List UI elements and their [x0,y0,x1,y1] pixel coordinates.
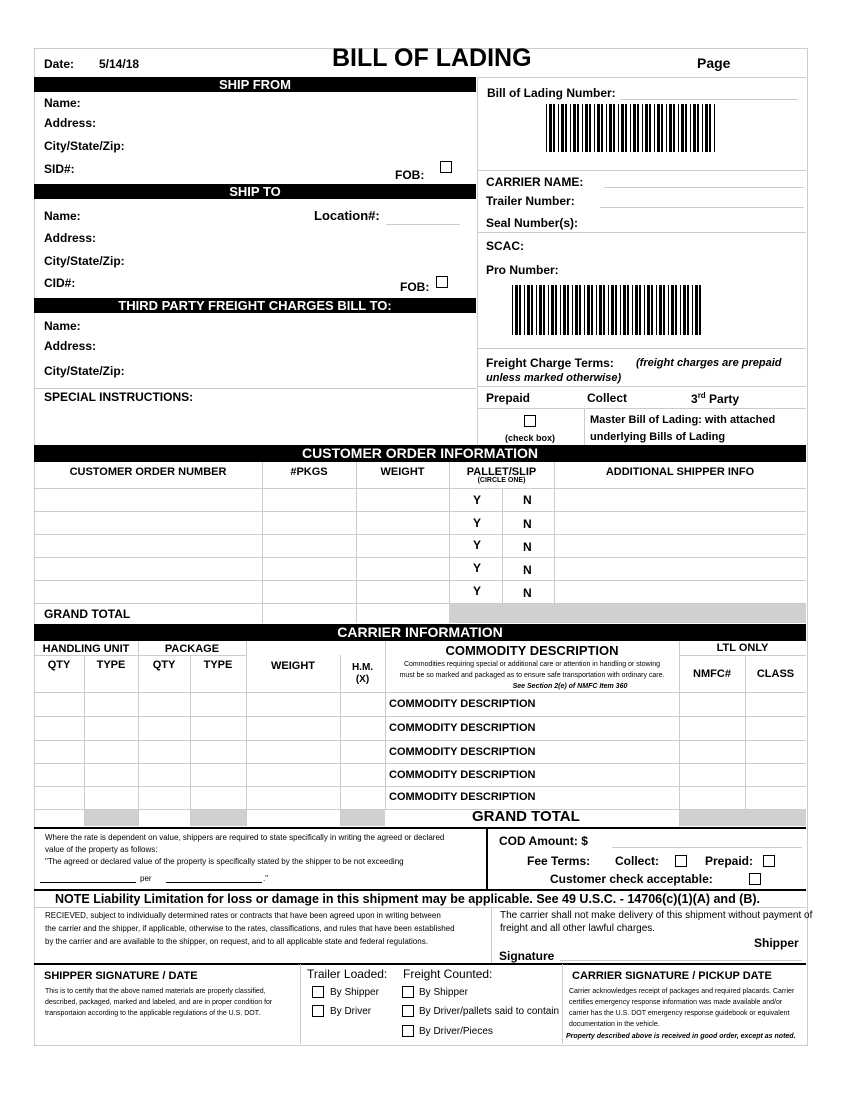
ship-from-fob-label: FOB: [395,168,425,182]
barcode-bar [693,104,696,152]
shaded-cell [85,810,138,826]
bol-underline [620,99,798,100]
customer-order-bar: CUSTOMER ORDER INFORMATION [34,445,806,462]
shaded-cell [191,810,246,826]
freight-terms-note-1: (freight charges are prepaid [636,357,782,369]
barcode-bar [587,285,590,335]
grand-total-shaded [449,604,806,623]
package-header: PACKAGE [164,643,220,655]
page-label: Page [697,55,731,71]
carrier-cert-4: documentation in the vehicle. [569,1021,660,1028]
barcode-bar [692,285,693,335]
barcode-bar [642,104,643,152]
col-customer-order-number: CUSTOMER ORDER NUMBER [69,466,227,478]
barcode-bar [647,285,650,335]
third-party-csz-label: City/State/Zip: [44,364,125,378]
barcode-bar [690,104,691,152]
barcode-bar [596,285,597,335]
received-text-1: RECIEVED, subject to individually determined rates or contracts that have been agreed upon in writing between [45,911,441,920]
barcode-bar [570,104,571,152]
barcode-bar [656,285,657,335]
col-additional-info: ADDITIONAL SHIPPER INFO [605,466,755,478]
hu-type-header: TYPE [96,659,126,671]
divider [477,232,806,233]
fee-prepaid-checkbox[interactable] [763,855,775,867]
loaded-by-driver-label: By Driver [330,1006,372,1017]
third-party-word: Party [705,392,740,406]
barcode-bar [618,104,619,152]
barcode-bar [615,285,617,335]
barcode-bar [599,285,602,335]
commodity-note-1: Commodities requiring special or additional care or attention in handling or stowing [403,661,661,668]
barcode-bar [546,104,547,152]
barcode-bar [548,285,549,335]
divider [477,408,806,409]
date-label: Date: [44,57,75,71]
barcode-bar [515,285,518,335]
third-party-option[interactable] [691,391,739,406]
pkg-qty-header: QTY [152,659,176,671]
pallet-y[interactable]: Y [473,493,482,507]
pallet-y[interactable]: Y [473,538,482,552]
divider [34,692,806,693]
divider [34,655,246,656]
slip-n[interactable]: N [523,563,532,577]
divider [477,386,806,387]
carrier-name-label: CARRIER NAME: [486,175,584,189]
barcode-bar [705,104,708,152]
barcode-bar [633,104,636,152]
divider [34,907,806,908]
value-unit-line[interactable] [166,882,262,883]
master-bol-label-1: Master Bill of Lading: with attached [590,414,776,426]
barcode-bar [579,285,581,335]
barcode-bar [561,104,564,152]
carrier-signature-title: CARRIER SIGNATURE / PICKUP DATE [572,970,772,982]
shipper-cert-1: This is to certify that the above named materials are properly classified, [45,988,266,995]
barcode-bar [669,104,672,152]
carrier-weight-header: WEIGHT [271,660,315,672]
ship-from-fob-checkbox[interactable] [440,161,452,173]
seal-number-label: Seal Number(s): [486,216,579,230]
col-pkgs: #PKGS [290,466,328,478]
barcode-bar [567,285,569,335]
barcode-bar [613,104,615,152]
barcode-bar [584,285,585,335]
barcode-bar [565,104,567,152]
shipper-cert-3: transportaion according to the applicable regulations of the U.S. DOT. [45,1010,261,1017]
carrier-info-bar: CARRIER INFORMATION [34,624,806,641]
divider [502,488,503,603]
master-bol-label-2: underlying Bills of Lading [590,431,726,443]
ship-to-fob-checkbox[interactable] [436,276,448,288]
third-party-address-label: Address: [44,339,97,353]
ship-to-address-label: Address: [44,231,97,245]
date-value: 5/14/18 [99,57,140,71]
master-bol-checkbox[interactable] [524,415,536,427]
barcode-bar [608,285,609,335]
barcode-bar [666,104,667,152]
barcode-bar [697,104,699,152]
col-weight: WEIGHT [380,466,425,478]
barcode-bar [543,285,545,335]
commodity-row-1: COMMODITY DESCRIPTION [389,698,536,710]
barcode-bar [606,104,607,152]
barcode-bar [577,104,579,152]
barcode-bar [709,104,711,152]
barcode-bar [555,285,557,335]
pro-barcode-icon [512,285,702,335]
barcode-bar [563,285,566,335]
barcode-bar [661,104,663,152]
trailer-loaded-title: Trailer Loaded: [307,967,388,981]
counted-by-driver-pallets-checkbox[interactable] [402,1005,414,1017]
handling-unit-header: HANDLING UNIT [42,643,130,655]
section-rule [486,828,488,889]
pallet-y[interactable]: Y [473,584,482,598]
pallet-y[interactable]: Y [473,561,482,575]
pkg-type-header: TYPE [203,659,233,671]
shaded-cell [341,810,385,826]
divider [34,388,476,389]
signature-line[interactable] [560,960,802,961]
customer-check-label: Customer check acceptable: [550,872,713,886]
barcode-bar [527,285,530,335]
collect-option[interactable]: Collect [587,391,628,405]
barcode-bar [630,104,631,152]
carrier-payment-text-1: The carrier shall not make delivery of this shipment without payment of [500,910,813,921]
barcode-bar [635,285,638,335]
divider [554,462,555,603]
received-text-3: by the carrier and are available to the shipper, on request, and to all applicable state and federal regulations. [45,937,428,946]
barcode-bar [695,285,698,335]
fee-prepaid-label: Prepaid: [705,854,754,868]
slip-n[interactable]: N [523,517,532,531]
barcode-bar [659,285,662,335]
barcode-bar [654,104,655,152]
col-pallet-slip: PALLET/SLIP [466,466,537,478]
divider [477,170,806,171]
counted-by-shipper-checkbox[interactable] [402,986,414,998]
divider [34,740,806,741]
barcode-bar [524,285,525,335]
barcode-bar [657,104,660,152]
hm-header-2: (X) [355,674,370,685]
barcode-bar [553,104,555,152]
loaded-by-shipper-label: By Shipper [330,987,379,998]
barcode-bar [536,285,537,335]
barcode-bar [625,104,627,152]
carrier-name-underline [604,187,804,188]
barcode-bar [699,285,701,335]
divider [385,641,386,809]
divider [138,641,139,826]
value-text-1: Where the rate is dependent on value, shippers are required to state specifically in writing the agreed or declared [45,833,445,842]
barcode-bar [620,285,621,335]
barcode-bar [678,104,679,152]
barcode-bar [685,104,687,152]
barcode-bar [594,104,595,152]
nmfc-header: NMFC# [693,668,731,680]
section-rule [34,889,806,891]
commodity-row-3: COMMODITY DESCRIPTION [389,746,536,758]
divider [449,462,450,603]
shipper-cert-2: described, packaged, marked and labeled, and are in proper condition for [45,999,273,1006]
barcode-bar [621,104,624,152]
barcode-bar [560,285,561,335]
pallet-y[interactable]: Y [473,516,482,530]
value-per-label: per [140,874,152,883]
freight-terms-note-2: unless marked otherwise) [486,372,622,384]
carrier-cert-2: certifies emergency response information was made available and/or [569,999,783,1006]
slip-n[interactable]: N [523,493,532,507]
cod-amount-label: COD Amount: $ [499,834,588,848]
barcode-bar [632,285,633,335]
barcode-bar [585,104,588,152]
circle-one-note: (CIRCLE ONE) [477,477,526,484]
barcode-bar [573,104,576,152]
barcode-bar [582,104,583,152]
trailer-number-label: Trailer Number: [486,194,575,208]
check-box-label: (check box) [505,433,556,443]
special-instructions-label: SPECIAL INSTRUCTIONS: [44,390,194,404]
slip-n[interactable]: N [523,586,532,600]
counted-by-shipper-label: By Shipper [419,987,468,998]
commodity-note-3: See Section 2(e) of NMFC Item 360 [512,683,628,690]
barcode-bar [645,104,648,152]
location-underline [386,224,460,225]
barcode-bar [702,104,703,152]
barcode-bar [558,104,559,152]
ship-to-name-label: Name: [44,209,81,223]
divider [477,348,806,349]
value-text-2: value of the property as follows: [45,845,158,854]
order-grand-total-label: GRAND TOTAL [44,607,131,621]
barcode-bar [683,285,686,335]
barcode-bar [668,285,669,335]
barcode-bar [572,285,573,335]
barcode-bar [549,104,552,152]
barcode-bar [519,285,521,335]
carrier-cert-3: carrier has the U.S. DOT emergency response guidebook or equivalent [569,1010,790,1017]
counted-by-driver-pieces-label: By Driver/Pieces [419,1026,493,1037]
barcode-bar [512,285,513,335]
commodity-desc-header: COMMODITY DESCRIPTION [445,643,619,658]
shipper-label: Shipper [754,936,799,950]
signature-label: Signature [499,949,555,963]
divider [477,77,806,78]
freight-terms-label: Freight Charge Terms: [486,356,614,370]
divider [262,462,263,623]
divider [34,511,806,512]
slip-n[interactable]: N [523,540,532,554]
page-title: BILL OF LADING [332,44,532,72]
third-party-superscript: rd [697,391,706,400]
barcode-bar [597,104,600,152]
ship-to-location-label: Location#: [314,208,380,223]
liability-note: NOTE Liability Limitation for loss or damage in this shipment may be applicable. See 49 U.S.C. - 14706(c)(1)(A) and (B). [55,892,761,906]
ship-to-cid-label: CID#: [44,276,76,290]
value-quote-end: ." [263,874,269,883]
value-text-3: "The agreed or declared value of the property is specifically stated by the shipper to be not exceeding [45,857,404,866]
column-divider [477,77,478,445]
divider [34,580,806,581]
cod-underline [612,847,802,848]
carrier-payment-text-2: freight and all other lawful charges. [500,923,656,934]
barcode-bar [637,104,639,152]
barcode-bar [681,104,684,152]
carrier-cert-1: Carrier acknowledges receipt of packages and required placards. Carrier [569,988,795,995]
barcode-bar [651,285,653,335]
barcode-bar [663,285,665,335]
commodity-note-2: must be so marked and packaged as to ensure safe transportation with ordinary care. [399,672,665,679]
barcode-bar [680,285,681,335]
barcode-bar [601,104,603,152]
loaded-by-driver-checkbox[interactable] [312,1005,324,1017]
divider [584,408,585,445]
divider [679,641,680,826]
ship-from-address-label: Address: [44,116,97,130]
barcode-bar [531,285,533,335]
freight-counted-title: Freight Counted: [403,967,493,981]
commodity-row-5: COMMODITY DESCRIPTION [389,791,536,803]
hu-qty-header: QTY [47,659,71,671]
ship-to-bar: SHIP TO [34,184,476,199]
barcode-bar [675,285,677,335]
divider [34,557,806,558]
shipper-signature-title: SHIPPER SIGNATURE / DATE [44,970,198,982]
fee-collect-checkbox[interactable] [675,855,687,867]
divider [34,488,806,489]
divider [34,534,806,535]
barcode-bar [609,104,612,152]
barcode-bar [673,104,675,152]
carrier-grand-total-label: GRAND TOTAL [472,808,580,825]
divider [34,786,806,787]
carrier-cert-5: Property described above is received in good order, except as noted. [566,1033,796,1040]
shaded-cell [680,810,806,826]
bol-barcode-icon [546,104,716,152]
divider [246,641,247,826]
ship-to-fob-label: FOB: [400,280,430,294]
barcode-bar [589,104,591,152]
barcode-bar [603,285,605,335]
hm-header-1: H.M. [351,662,374,673]
prepaid-option[interactable]: Prepaid [486,391,531,405]
divider [34,716,806,717]
barcode-bar [644,285,645,335]
ship-from-name-label: Name: [44,96,81,110]
ship-to-csz-label: City/State/Zip: [44,254,125,268]
pro-number-label: Pro Number: [486,263,559,277]
bol-number-label: Bill of Lading Number: [487,86,616,100]
barcode-bar [611,285,614,335]
barcode-bar [649,104,651,152]
fee-collect-label: Collect: [615,854,660,868]
barcode-bar [551,285,554,335]
section-rule [34,963,806,965]
third-party-name-label: Name: [44,319,81,333]
section-rule [34,827,806,829]
trailer-underline [600,207,804,208]
divider [356,462,357,623]
barcode-bar [539,285,542,335]
barcode-bar [639,285,641,335]
divider [34,763,806,764]
class-header: CLASS [756,668,795,680]
counted-by-driver-pieces-checkbox[interactable] [402,1025,414,1037]
scac-label: SCAC: [486,239,524,253]
ltl-only-header: LTL ONLY [716,642,769,654]
received-text-2: the carrier and the shipper, if applicable, otherwise to the rates, classifications, and rules that have been established [45,924,455,933]
commodity-row-2: COMMODITY DESCRIPTION [389,722,536,734]
barcode-bar [671,285,674,335]
customer-check-checkbox[interactable] [749,873,761,885]
barcode-bar [591,285,593,335]
barcode-bar [714,104,715,152]
barcode-bar [623,285,626,335]
barcode-bar [575,285,578,335]
ship-from-sid-label: SID#: [44,162,75,176]
loaded-by-shipper-checkbox[interactable] [312,986,324,998]
value-amount-line[interactable] [40,882,136,883]
barcode-bar [687,285,689,335]
third-party-bar: THIRD PARTY FREIGHT CHARGES BILL TO: [34,298,476,313]
divider [562,964,563,1044]
third-party-number: 3 [691,392,698,406]
commodity-row-4: COMMODITY DESCRIPTION [389,769,536,781]
ship-from-csz-label: City/State/Zip: [44,139,125,153]
divider [679,655,806,656]
barcode-bar [627,285,629,335]
divider [491,907,492,964]
ship-from-bar: SHIP FROM [34,77,476,92]
counted-by-driver-pallets-label: By Driver/pallets said to contain [419,1006,560,1017]
divider [300,964,301,1044]
fee-terms-label: Fee Terms: [527,854,591,868]
